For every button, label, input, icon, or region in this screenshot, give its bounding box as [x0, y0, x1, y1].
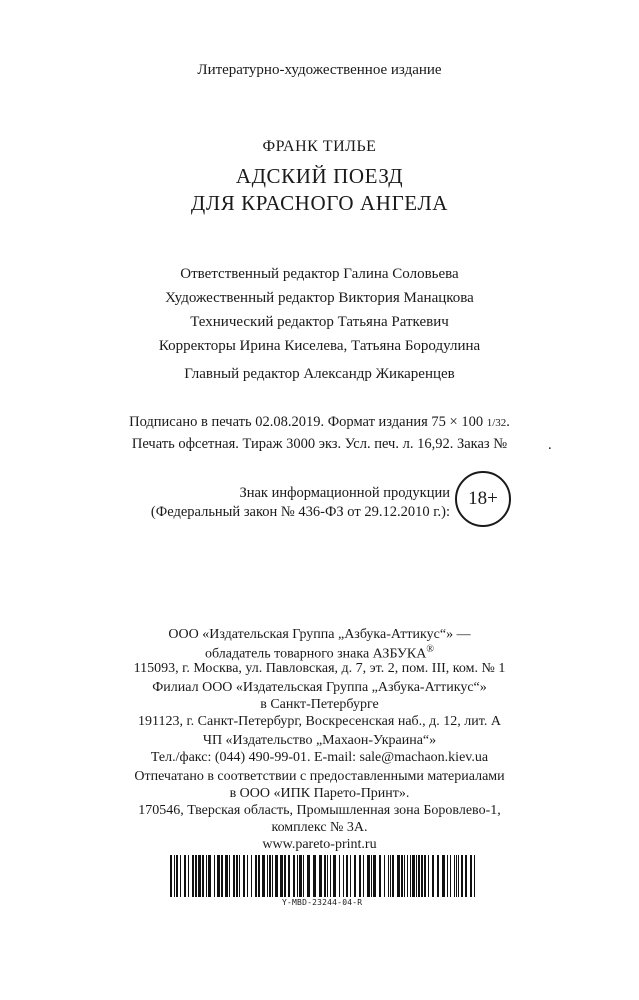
print-info-line-2: Печать офсетная. Тираж 3000 экз. Усл. печ. л. 16,92. Заказ № — [131, 436, 508, 452]
format-fraction: 1/32 — [486, 417, 507, 429]
age-rating-badge: 18+ — [455, 471, 511, 527]
order-number-end: . — [548, 437, 552, 453]
author-name: ФРАНК ТИЛЬЕ — [262, 138, 377, 155]
printer-line-1: Отпечатано в соответствии с предоставленными материалами — [134, 769, 505, 784]
publisher-address: 115093, г. Москва, ул. Павловская, д. 7, эт. 2, пом. III, ком. № 1 — [133, 661, 506, 676]
credit-technical-editor: Технический редактор Татьяна Раткевич — [190, 314, 449, 330]
chief-editor: Главный редактор Александр Жикаренцев — [184, 366, 455, 382]
ukraine-contacts: Тел./факс: (044) 490-99-01. E-mail: sale@machaon.kiev.ua — [150, 750, 489, 765]
printer-address: 170546, Тверская область, Промышленная зона Боровлево-1, — [138, 803, 501, 818]
age-rating-label: Знак информационной продукции (Федеральный закон № 436-ФЗ от 29.12.2010 г.): — [150, 485, 450, 520]
barcode-icon — [170, 855, 480, 897]
publisher-line-2: обладатель товарного знака АЗБУКА® — [205, 644, 434, 662]
branch-address: 191123, г. Санкт-Петербург, Воскресенская наб., д. 12, лит. А — [138, 714, 501, 729]
credit-responsible-editor: Ответственный редактор Галина Соловьева — [180, 266, 459, 282]
barcode-text: Y-MBD-23244-04-R — [282, 898, 363, 907]
book-title-line-1: АДСКИЙ ПОЕЗД — [235, 164, 404, 188]
printer-website: www.pareto-print.ru — [262, 837, 377, 852]
publisher-line-1: ООО «Издательская Группа „Азбука-Аттикус“» — — [168, 627, 471, 642]
book-title-line-2: ДЛЯ КРАСНОГО АНГЕЛА — [190, 191, 449, 215]
printer-line-2: в ООО «ИПК Парето-Принт». — [229, 786, 410, 801]
printer-complex: комплекс № 3А. — [271, 820, 368, 835]
ukraine-publisher: ЧП «Издательство „Махаон-Украина“» — [202, 733, 437, 748]
print-info-line-1: Подписано в печать 02.08.2019. Формат издания 75 × 100 1/32. — [129, 414, 510, 430]
genre-label: Литературно-художественное издание — [197, 62, 442, 78]
trademark-mark: ® — [426, 644, 434, 655]
branch-line-1: Филиал ООО «Издательская Группа „Азбука-Аттикус“» — [152, 680, 487, 695]
credit-art-editor: Художественный редактор Виктория Манацкова — [165, 290, 474, 306]
credit-proofreaders: Корректоры Ирина Киселева, Татьяна Бородулина — [158, 338, 481, 354]
branch-line-2: в Санкт-Петербурге — [260, 697, 379, 712]
